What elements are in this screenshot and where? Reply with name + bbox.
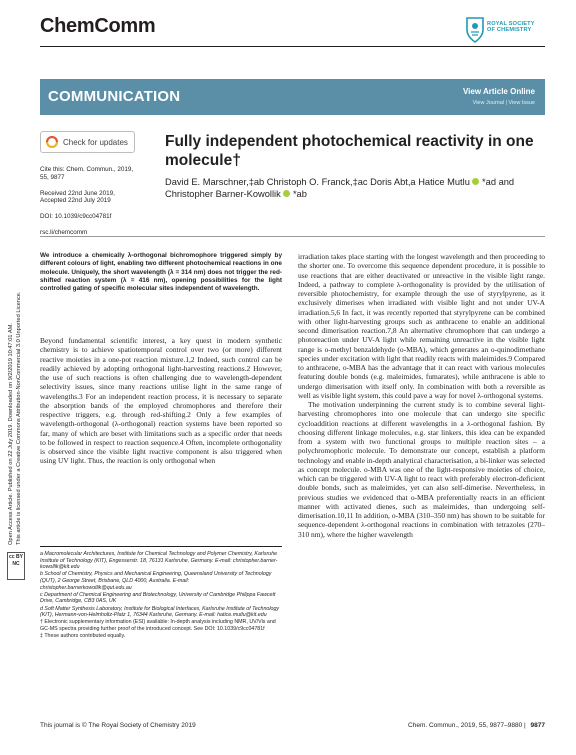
author-list	[165, 176, 545, 200]
header-rule	[40, 46, 545, 47]
footnotes	[40, 551, 282, 640]
footnote-affiliation-c: c Department of Chemical Engineering and Biotechnology, University of Cambridge Philippa Fawcett Drive, Cambridge, CB3 0AS, UK	[40, 591, 276, 605]
licence-note[interactable]: This article is licensed under a Creative Commons Attribution-NonCommercial 3.0 Unported Licence.	[16, 291, 22, 545]
rsc-shield-icon	[465, 16, 485, 44]
logo-line1: ROYAL SOCIETY	[487, 21, 535, 27]
orcid-icon[interactable]	[283, 190, 290, 197]
footer-copyright: This journal is © The Royal Society of Chemistry 2019	[40, 722, 196, 729]
body-paragraph: irradiation takes place starting with the longest wavelength and then proceeding to the shorter one. To overcome this sequence dependent procedure, it is possible to use reactions that are either deactivated or unreactive in the visible light range. Indeed, a pathway to complete λ-orthogonality is provided by the utilisation of reversible photochemistry, for example through the use of styrylpyrene, as it exclusively dimerises when irradiated with visible light and not under UV-A irradiation.5,6 In fact, it was recently reported that styrylpyrene can be combined with other light-harvesting groups such as anthracene to enable an additional second dimerisation reaction.7,8 An alternative chromophore that can undergo a photoreaction under UV-A light while remaining unreactive in the visible light range is o-methyl benzaldehyde (o-MBA), which generates an o-quinodimethane species under excitation with light that readily reacts with maleimides.9 Compared to anthracene, o-MBA has the advantage that it can react with various molecules featuring double bonds (e.g. maleimides, fumarates), while anthracene is able to undergo dimerisation with itself only. In combination with both a reversible as well as visible light system, this could pave a way for novel λ-orthogonal systems.	[298, 252, 545, 400]
publisher-logo[interactable]	[465, 14, 545, 54]
cc-licence-badge[interactable]: cc BY NC	[7, 552, 25, 580]
check-updates-button[interactable]	[40, 131, 135, 153]
footnote-affiliation-b: b School of Chemistry, Physics and Mechanical Engineering, Queensland University of Technology (QUT), 2 George Street, Brisbane, QLD 4000, Australia. E-mail: christopher.barnerkowollik@qut.edu.au	[40, 571, 272, 591]
body-paragraph: Beyond fundamental scientific interest, a key quest in modern synthetic chemistry is to achieve spatiotemporal control over two (or more) different reactive moieties in a one-pot reaction mixture.1,2 Indeed, such control can be readily achieved by adopting orthogonal light-harvesting reactions.2 However, the use of such reactions is often challenging due to wavelength-dependent selectivity issues, since many reactions utilise light in the same range of wavelengths.3 For an independent reaction process, it is necessary to separate the absorption bands of the employed chromophores and therefore their respective triggers, e.g. through red-shifting.2 Only a few examples of wavelength-orthogonal (λ-orthogonal) reaction systems have been reported so far, many of which are beset with limitations such as a specific order that needs to be followed in respect to reaction sequence.4 Often, incomplete orthogonality is observed since the visible light reactive component is also triggered when using UV light. Thus, the reaction is only orthogonal when	[40, 336, 282, 466]
article-title	[165, 132, 545, 170]
orcid-icon[interactable]	[472, 178, 479, 185]
authors-line-2-tail: *ab	[292, 189, 307, 199]
view-journal-link[interactable]: View Journal | View Issue	[472, 100, 535, 106]
check-updates-label: Check for updates	[63, 138, 128, 147]
check-updates-icon	[46, 136, 58, 148]
authors-line-1: David E. Marschner,‡ab Christoph O. Franck,‡ac Doris Abt,a Hatice Mutlu	[165, 177, 470, 187]
body-right-column	[298, 252, 545, 539]
footnote-rule	[40, 546, 282, 547]
authors-line-2: Christopher Barner-Kowollik	[165, 189, 281, 199]
page-number: 9877	[530, 722, 545, 729]
authors-line-1-tail: *ad and	[482, 177, 515, 187]
doi-link[interactable]: DOI: 10.1039/c9cc04781f	[40, 213, 112, 221]
footnote-esi: † Electronic supplementary information (ESI) available: In-depth analysis including NMR, UV/Vis and GC-MS spectra providing further proof of the introduced concept. See DOI: 10.1039/c9cc04781f	[40, 619, 276, 632]
section-rule	[40, 236, 545, 237]
open-access-note: Open Access Article. Published on 22 July 2019. Downloaded on 9/2/2019 10:47:01 AM.	[8, 323, 14, 545]
title-line-2: molecule†	[165, 152, 241, 169]
view-online-link[interactable]: View Article Online	[462, 87, 535, 96]
cite-line-2: 55, 9877	[40, 173, 65, 181]
article-type-band	[40, 79, 545, 115]
article-type: COMMUNICATION	[48, 88, 181, 105]
cite-line: Cite this: Chem. Commun., 2019,	[40, 166, 134, 173]
title-line-1: Fully independent photochemical reactivity in one	[165, 133, 534, 150]
footnote-equal: ‡ These authors contributed equally.	[40, 633, 126, 640]
received-date: Received 22nd June 2019,	[40, 189, 115, 197]
journal-site-link[interactable]: rsc.li/chemcomm	[40, 228, 88, 236]
accepted-date: Accepted 22nd July 2019	[40, 197, 111, 205]
article-meta	[40, 166, 158, 237]
journal-name: ChemComm	[40, 15, 156, 37]
footnote-affiliation-a: a Macromolecular Architectures, Institute for Chemical Technology and Polymer Chemistry, Karlsruhe Institute of Technology (KIT), Engesserstr. 18, 76131 Karlsruhe, Germany. E-mail: christopher.barner-kowollik@kit.edu	[40, 551, 278, 571]
body-left-column	[40, 336, 282, 466]
footnote-affiliation-d: d Soft Matter Synthesis Laboratory, Institute for Biological Interfaces, Karlsruhe Institute of Technology (KIT), Hermann-von-Helmholtz-Platz 1, 76344 Karlsruhe, Germany. E-mail: hatice.mutlu@kit.edu	[40, 605, 280, 619]
body-paragraph: The motivation underpinning the current study is to combine several light-harvesting chromophores into one molecule that can undergo site specific cycloaddition reactions at different wavelengths in a λ-orthogonal fashion. By choosing different linkage molecules, e.g. star linkers, this idea can be expanded from a system with two functional groups to multiple reaction sites – a polychromophoric molecule. To demonstrate our concept, establish a platform technology and enable in-depth analytical characterisation, a bi-linker was selected as concept molecule. o-MBA was one of the light-responsive moieties of choice, which can be triggered with UV-A light to react with preferably electron-deficient double bonds, such as maleimides, yet can also self-dimerise. Nevertheless, in previous studies we evidenced that o-MBA preferentially reacts in an efficient manner with activated dienes, such as maleimides, than undergoing self-dimerisation.10,11 In addition, o-MBA (310–350 nm) has shown to be suitable for sequence-dependent λ-orthogonal reactions in combination with tetrazoles (270–310 nm), where the higher wavelength	[298, 400, 545, 539]
abstract: We introduce a chemically λ-orthogonal bichromophore triggered simply by different colours of light, enabling two different photochemical reactions in one molecule. Uniquely, the short wavelength (λ = 314 nm) does not trigger the red-shifted reaction system (λ = 416 nm), opening possibilities for the light controlled gating of specific molecular sites independent of wavelength.	[40, 252, 282, 293]
open-access-sidebar	[3, 180, 28, 600]
footer-citation: Chem. Commun., 2019, 55, 9877–9880 |	[408, 722, 528, 729]
logo-line2: OF CHEMISTRY	[487, 27, 532, 34]
